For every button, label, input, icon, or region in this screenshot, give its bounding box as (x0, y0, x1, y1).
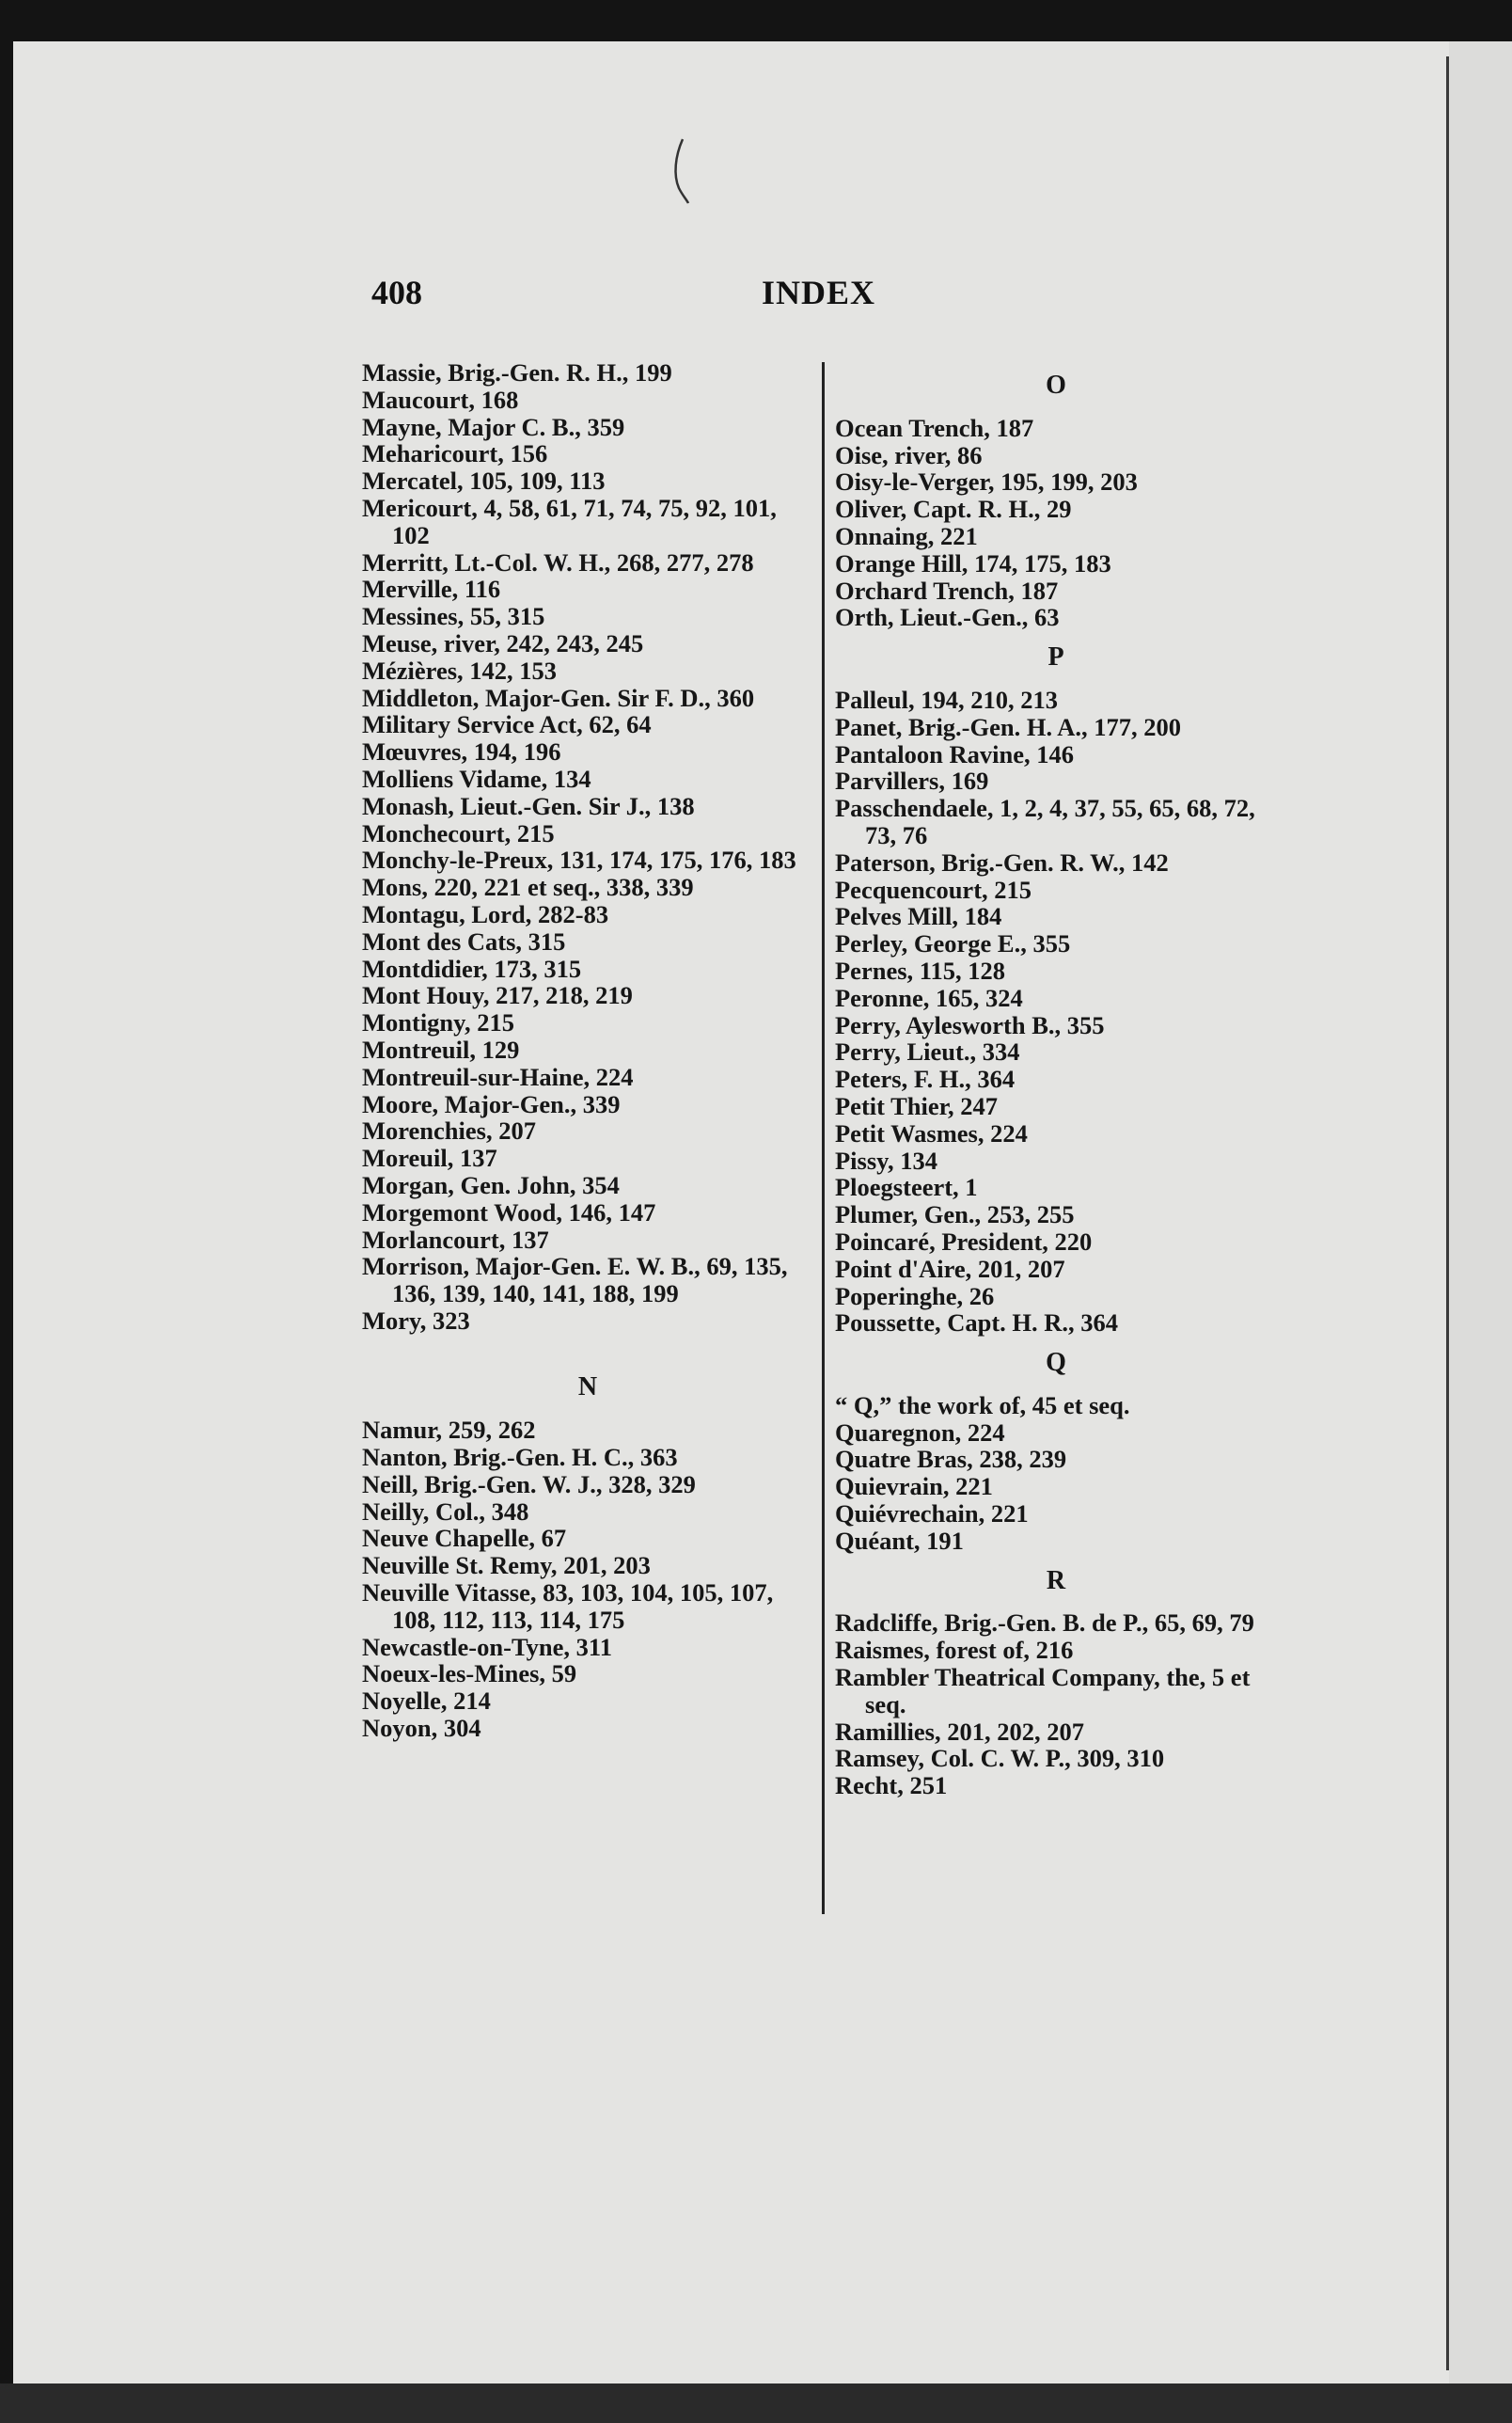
index-entry: Pantaloon Ravine, 146 (835, 739, 1074, 768)
index-entry: Montdidier, 173, 315 (362, 954, 582, 983)
index-entry: Perry, Lieut., 334 (835, 1037, 1020, 1067)
index-entry: Paterson, Brig.-Gen. R. W., 142 (835, 847, 1169, 877)
scan-border (0, 2383, 1512, 2423)
index-entry: Quatre Bras, 238, 239 (835, 1445, 1067, 1474)
index-entry: Passchendaele, 1, 2, 4, 37, 55, 65, 68, 72, 73, 76 (835, 794, 1255, 849)
index-entry: Panet, Brig.-Gen. H. A., 177, 200 (835, 712, 1182, 741)
index-entry: Maucourt, 168 (362, 385, 519, 414)
index-entry: Morgan, Gen. John, 354 (362, 1170, 620, 1199)
index-entry: Mézières, 142, 153 (362, 656, 558, 685)
index-entry: Mons, 220, 221 et seq., 338, 339 (362, 873, 694, 902)
index-entry: Military Service Act, 62, 64 (362, 710, 652, 739)
page-number: 408 (371, 274, 422, 311)
index-entry: Palleul, 194, 210, 213 (835, 685, 1059, 714)
index-entry: Nanton, Brig.-Gen. H. C., 363 (362, 1443, 678, 1472)
index-entry: Mœuvres, 194, 196 (362, 737, 561, 767)
index-entry: Orange Hill, 174, 175, 183 (835, 548, 1111, 578)
index-entry: Morgemont Wood, 146, 147 (362, 1197, 656, 1227)
index-entry: Petit Thier, 247 (835, 1091, 998, 1120)
index-entry: Onnaing, 221 (835, 521, 978, 550)
index-entry: Monchy-le-Preux, 131, 174, 175, 176, 183 (362, 846, 796, 875)
index-entry: Monash, Lieut.-Gen. Sir J., 138 (362, 791, 695, 820)
index-entry: Mory, 323 (362, 1306, 470, 1335)
facing-page-edge (1449, 41, 1512, 2383)
index-entry: Quéant, 191 (835, 1526, 964, 1555)
index-entry: Monchecourt, 215 (362, 818, 555, 847)
section-letter: N (577, 1372, 598, 1402)
index-entry: Peronne, 165, 324 (835, 983, 1023, 1012)
index-entry: Neuville Vitasse, 83, 103, 104, 105, 107, 108, 112, 113, 114, 175 (362, 1578, 774, 1634)
index-entry: Noeux-les-Mines, 59 (362, 1659, 577, 1688)
index-entry: Ploegsteert, 1 (835, 1173, 978, 1202)
index-entry: Radcliffe, Brig.-Gen. B. de P., 65, 69, 79 (835, 1608, 1254, 1638)
index-entry: Plumer, Gen., 253, 255 (835, 1200, 1075, 1229)
index-entry: Pelves Mill, 184 (835, 902, 1002, 931)
index-entry: Neuville St. Remy, 201, 203 (362, 1551, 651, 1580)
index-entry: Perry, Aylesworth B., 355 (835, 1010, 1105, 1039)
index-entry: Oisy-le-Verger, 195, 199, 203 (835, 467, 1138, 497)
index-entry: Mont Houy, 217, 218, 219 (362, 981, 633, 1010)
index-entry: Pernes, 115, 128 (835, 956, 1006, 985)
section-letter: R (1046, 1565, 1066, 1595)
index-column-right (835, 359, 1277, 1799)
index-entry: Morlancourt, 137 (362, 1225, 549, 1254)
index-entry: Rambler Theatrical Company, the, 5 et seq. (835, 1663, 1251, 1718)
section-letter: P (1047, 642, 1064, 673)
index-entry: Middleton, Major-Gen. Sir F. D., 360 (362, 683, 755, 712)
index-entry: Moore, Major-Gen., 339 (362, 1089, 621, 1118)
index-entry: Mont des Cats, 315 (362, 926, 566, 956)
index-entry: Noyon, 304 (362, 1714, 481, 1743)
index-entry: Raismes, forest of, 216 (835, 1636, 1074, 1665)
index-entry: Morenchies, 207 (362, 1116, 536, 1146)
index-column-left (362, 359, 813, 1742)
page-header (371, 273, 1274, 320)
index-entry: Ramsey, Col. C. W. P., 309, 310 (835, 1744, 1165, 1773)
index-entry: Meuse, river, 242, 243, 245 (362, 628, 644, 657)
index-entry: Ocean Trench, 187 (835, 413, 1034, 442)
index-entry: Montreuil-sur-Haine, 224 (362, 1062, 634, 1091)
index-entry: Newcastle-on-Tyne, 311 (362, 1632, 612, 1661)
index-entry: Noyelle, 214 (362, 1687, 491, 1716)
index-entry: Neuve Chapelle, 67 (362, 1524, 567, 1553)
running-title: INDEX (762, 274, 876, 311)
index-entry: Oliver, Capt. R. H., 29 (835, 495, 1072, 524)
index-entry: Orth, Lieut.-Gen., 63 (835, 603, 1060, 632)
index-entry: Messines, 55, 315 (362, 602, 545, 631)
index-entry: Namur, 259, 262 (362, 1416, 536, 1445)
index-entry: “ Q,” the work of, 45 et seq. (835, 1390, 1130, 1419)
index-entry: Pecquencourt, 215 (835, 875, 1032, 904)
index-entry: Merritt, Lt.-Col. W. H., 268, 277, 278 (362, 547, 754, 577)
spacer (362, 1335, 813, 1362)
index-entry: Perley, George E., 355 (835, 929, 1071, 958)
index-entry: Neill, Brig.-Gen. W. J., 328, 329 (362, 1469, 696, 1498)
index-entry: Quiévrechain, 221 (835, 1499, 1029, 1528)
index-entry: Merville, 116 (362, 575, 501, 604)
index-entry: Moreuil, 137 (362, 1144, 497, 1173)
index-entry: Parvillers, 169 (835, 767, 989, 796)
index-entry: Point d'Aire, 201, 207 (835, 1254, 1065, 1283)
index-entry: Montreuil, 129 (362, 1035, 520, 1064)
index-entry: Poperinghe, 26 (835, 1281, 995, 1310)
index-entry: Oise, river, 86 (835, 440, 983, 469)
index-entry: Poincaré, President, 220 (835, 1227, 1093, 1256)
section-letter: Q (1046, 1348, 1066, 1378)
index-entry: Recht, 251 (835, 1771, 948, 1800)
index-entry: Ramillies, 201, 202, 207 (835, 1717, 1084, 1746)
index-entry: Molliens Vidame, 134 (362, 764, 591, 793)
index-entry: Orchard Trench, 187 (835, 576, 1059, 605)
index-entry: Montigny, 215 (362, 1008, 514, 1037)
column-divider (822, 362, 825, 1914)
pencil-mark (669, 137, 692, 205)
index-entry: Neilly, Col., 348 (362, 1497, 529, 1526)
index-entry: Mericourt, 4, 58, 61, 71, 74, 75, 92, 101, 102 (362, 493, 777, 549)
index-entry: Meharicourt, 156 (362, 439, 548, 468)
section-letter: O (1046, 371, 1066, 400)
index-entry: Poussette, Capt. H. R., 364 (835, 1308, 1119, 1338)
index-entry: Quievrain, 221 (835, 1472, 993, 1501)
index-entry: Morrison, Major-Gen. E. W. B., 69, 135, 136, 139, 140, 141, 188, 199 (362, 1252, 788, 1308)
index-entry: Peters, F. H., 364 (835, 1065, 1016, 1094)
index-entry: Massie, Brig.-Gen. R. H., 199 (362, 358, 672, 387)
index-entry: Mercatel, 105, 109, 113 (362, 467, 606, 496)
index-entry: Quaregnon, 224 (835, 1417, 1005, 1447)
index-entry: Petit Wasmes, 224 (835, 1118, 1028, 1148)
index-entry: Montagu, Lord, 282-83 (362, 899, 609, 928)
index-entry: Mayne, Major C. B., 359 (362, 412, 625, 441)
index-entry: Pissy, 134 (835, 1146, 937, 1175)
